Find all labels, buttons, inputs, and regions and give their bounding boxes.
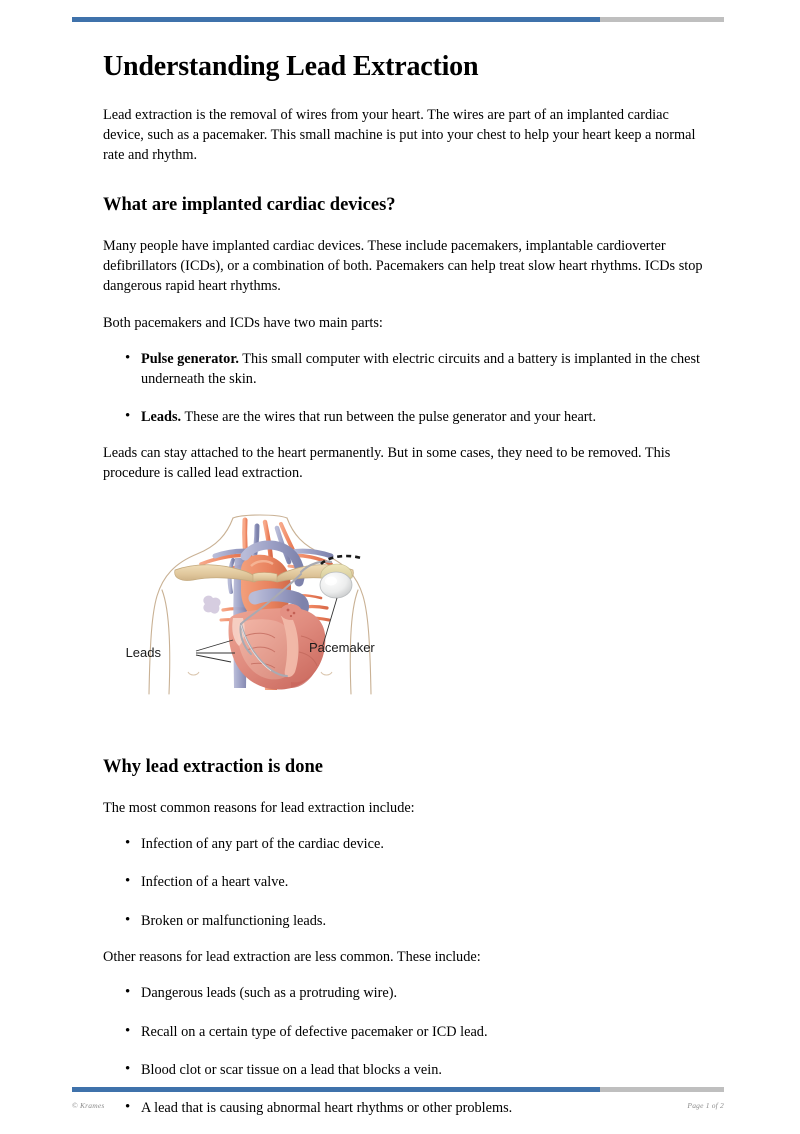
paragraph-other-reasons-intro: Other reasons for lead extraction are less common. These include: bbox=[103, 948, 481, 965]
paragraph-lead-extraction-definition: Leads can stay attached to the heart permanently. But in some cases, they need to be removed. This procedure is called lead extraction. bbox=[103, 444, 671, 482]
list-device-parts bbox=[103, 349, 703, 427]
label-pacemaker: Pacemaker bbox=[309, 639, 375, 655]
footer-rule-gray-segment bbox=[600, 1087, 724, 1092]
document-content bbox=[103, 52, 703, 1134]
section-heading-implanted-devices: What are implanted cardiac devices? bbox=[103, 194, 396, 215]
list-common-reasons bbox=[103, 834, 703, 931]
page-title: Understanding Lead Extraction bbox=[103, 51, 479, 82]
list-item: • Dangerous leads (such as a protruding wire). bbox=[141, 983, 703, 1003]
header-rule-gray-segment bbox=[600, 17, 724, 22]
footer-page-number: Page 1 of 2 bbox=[687, 1101, 724, 1110]
list-item: • Infection of any part of the cardiac device. bbox=[141, 834, 703, 854]
bullet-lead-label: Leads. bbox=[141, 408, 182, 425]
page-footer bbox=[72, 1101, 724, 1110]
bullet-text: This small computer with electric circuits and a battery is implanted in the chest underneath the skin. bbox=[141, 351, 701, 388]
footer-copyright: © Krames bbox=[72, 1101, 105, 1110]
list-item: • Blood clot or scar tissue on a lead that blocks a vein. bbox=[141, 1060, 703, 1080]
list-item bbox=[141, 407, 703, 427]
paragraph-common-reasons-intro: The most common reasons for lead extraction include: bbox=[103, 799, 415, 816]
footer-rule bbox=[72, 1087, 724, 1092]
list-item: • Broken or malfunctioning leads. bbox=[141, 911, 703, 931]
paragraph-devices-overview: Many people have implanted cardiac devices. These include pacemakers, implantable cardioverter defibrillators (ICDs), or a combination of both. Pacemakers can help treat slow heart rhythms. ICDs stop dangerous rapid heart rhythms. bbox=[103, 237, 703, 295]
bullet-text: These are the wires that run between the pulse generator and your heart. bbox=[181, 408, 597, 425]
pacemaker-device-icon bbox=[301, 561, 352, 598]
paragraph-two-main-parts: Both pacemakers and ICDs have two main parts: bbox=[103, 314, 383, 331]
intro-paragraph: Lead extraction is the removal of wires from your heart. The wires are part of an implanted cardiac device, such as a pacemaker. This small machine is put into your chest to help your heart keep a normal rate and rhythm. bbox=[103, 106, 696, 164]
list-item: • Infection of a heart valve. bbox=[141, 872, 703, 892]
list-item: • Recall on a certain type of defective pacemaker or ICD lead. bbox=[141, 1022, 703, 1042]
list-item: • A lead that is causing abnormal heart rhythms or other problems. bbox=[141, 1098, 703, 1118]
header-rule bbox=[72, 17, 724, 22]
list-other-reasons bbox=[103, 983, 703, 1118]
label-leads: Leads bbox=[125, 644, 161, 660]
list-item bbox=[141, 349, 703, 390]
bullet-lead-label: Pulse generator. bbox=[141, 351, 239, 368]
section-heading-why-lead-extraction: Why lead extraction is done bbox=[103, 756, 323, 777]
anatomy-illustration bbox=[105, 512, 415, 712]
header-rule-blue-segment bbox=[72, 17, 600, 22]
chest-anatomy-figure bbox=[105, 512, 415, 712]
tissue-detail-icon bbox=[203, 595, 220, 613]
footer-rule-blue-segment bbox=[72, 1087, 600, 1092]
